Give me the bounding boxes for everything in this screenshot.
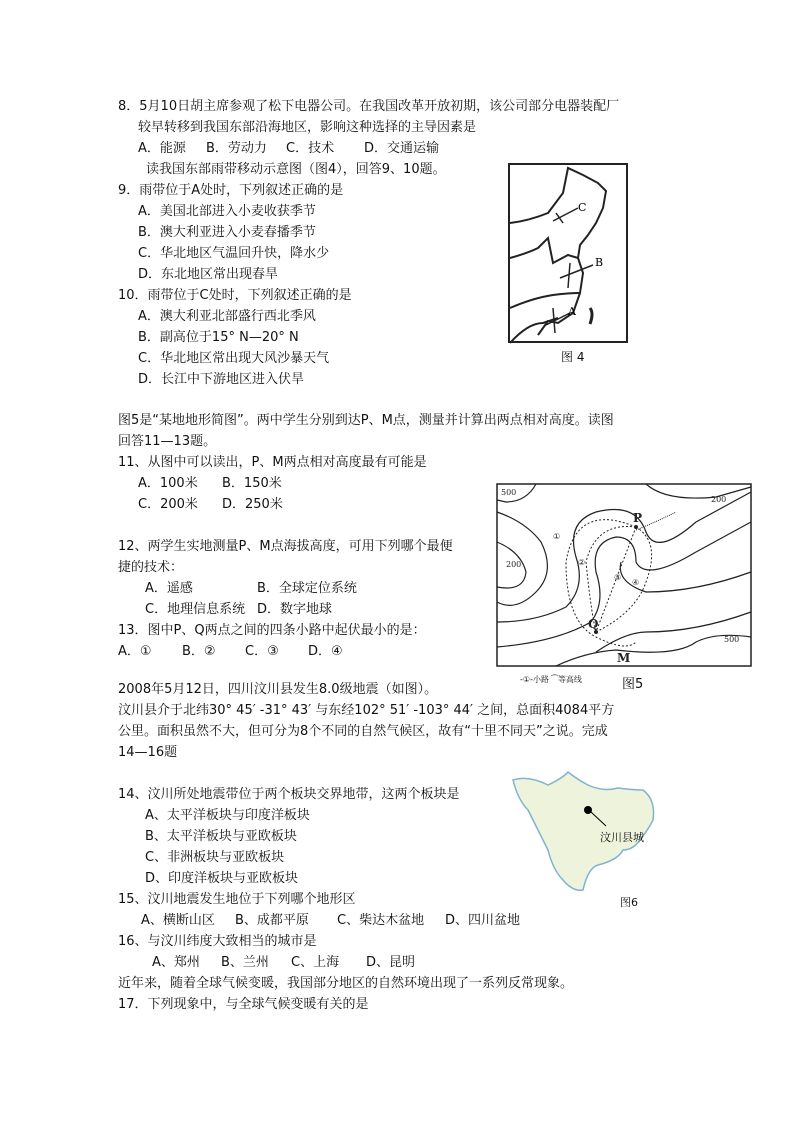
q10-option-b: B．副高位于15° N—20° N <box>138 330 299 345</box>
intro-11-13-line2: 回答11—13题。 <box>118 434 217 449</box>
q16-option-b: B、兰州 <box>221 955 269 970</box>
figure-5-caption: 图5 <box>622 677 644 692</box>
fig4-label-b: B <box>595 256 604 269</box>
q12-stem-cont: 捷的技术： <box>118 560 184 575</box>
q14-option-b: B、太平洋板块与亚欧板块 <box>145 829 297 844</box>
q15-option-c: C、柴达木盆地 <box>337 913 425 928</box>
figure-5-legend <box>520 674 582 685</box>
intro-14-16-line4: 14—16题 <box>118 745 178 760</box>
q10-option-c: C．华北地区常出现大风沙暴天气 <box>138 351 330 366</box>
contour-label: 500 <box>724 635 740 644</box>
q12-option-c: C．地理信息系统 <box>145 602 246 617</box>
legend-contour-icon: ⁀ <box>551 675 558 684</box>
q13-option-d: D．④ <box>308 644 343 659</box>
point-p-label: P <box>633 511 643 525</box>
q12-stem: 12、两学生实地测量P、M点海拔高度，可用下列哪个最便 <box>118 539 453 554</box>
contour-label: 200 <box>506 560 522 569</box>
q15-option-a: A、横断山区 <box>141 913 215 928</box>
q12-option-a: A．遥感 <box>145 581 193 596</box>
intro-14-16-line2: 汶川县介于北纬30° 45′ -31° 43′ 与东经102° 51′ -103° 44′ 之间，总面积4084平方 <box>118 703 615 718</box>
q10-stem: 10．雨带位于C处时，下列叙述正确的是 <box>118 288 352 303</box>
q11-options-row1 <box>138 474 282 494</box>
q9-stem: 9．雨带位于A处时，下列叙述正确的是 <box>118 183 344 198</box>
q9-option-d: D．东北地区常出现春旱 <box>138 267 279 282</box>
q16-option-a: A、郑州 <box>152 955 200 970</box>
fig4-label-c: C <box>578 201 587 214</box>
q15-option-d: D、四川盆地 <box>445 913 521 928</box>
contour-label: 500 <box>501 488 517 497</box>
point-q-label: Q <box>588 617 599 631</box>
point-m-label: M <box>617 651 631 665</box>
q13-option-c: C．③ <box>245 644 279 659</box>
figure-4-rainbelt-map <box>508 163 630 345</box>
q12-option-d: D．数字地球 <box>257 602 333 617</box>
q16-stem: 16、与汶川纬度大致相当的城市是 <box>118 934 317 949</box>
q8-stem: 8．5月10日胡主席参观了松下电器公司。在我国改革开放初期，该公司部分电器装配厂 <box>118 99 620 114</box>
path-label: ② <box>578 558 586 567</box>
q8-option-a: A．能源 <box>138 141 186 156</box>
q14-option-a: A、太平洋板块与印度洋板块 <box>145 808 310 823</box>
q11-option-d: D．250米 <box>222 497 283 512</box>
q13-stem: 13．图中P、Q两点之间的四条小路中起伏最小的是： <box>118 623 426 638</box>
q13-options <box>118 642 343 662</box>
wenchuan-label: 汶川县城 <box>600 831 644 844</box>
intro-9-10: 读我国东部雨带移动示意图（图4），回答9、10题。 <box>146 162 446 177</box>
q11-option-b: B．150米 <box>222 476 282 491</box>
q16-option-d: D、昆明 <box>366 955 416 970</box>
intro-14-16-line3: 公里。面积虽然不大，但可分为8个不同的自然气候区，故有“十里不同天”之说。完成 <box>118 724 608 739</box>
q8-option-d: D．交通运输 <box>364 141 440 156</box>
q8-option-b: B．劳动力 <box>206 141 267 156</box>
intro-11-13-line1: 图5是“某地地形简图”。两中学生分别到达P、M点，测量并计算出两点相对高度。读图 <box>118 413 614 428</box>
q13-option-b: B．② <box>182 644 216 659</box>
q8-options <box>138 139 439 159</box>
q11-stem: 11、从图中可以读出，P、M两点相对高度最有可能是 <box>118 455 427 470</box>
q14-option-d: D、印度洋板块与亚欧板块 <box>145 871 299 886</box>
wenchuan-marker <box>584 806 592 814</box>
q11-option-c: C．200米 <box>138 497 198 512</box>
q12-options-row1 <box>145 579 357 599</box>
q10-option-d: D．长江中下游地区进入伏旱 <box>138 372 305 387</box>
q11-option-a: A．100米 <box>138 476 198 491</box>
path-label: ④ <box>632 578 640 587</box>
q15-stem: 15、汶川地震发生地位于下列哪个地形区 <box>118 892 356 907</box>
q13-option-a: A．① <box>118 644 152 659</box>
q10-option-a: A．澳大利亚北部盛行西北季风 <box>138 309 316 324</box>
intro-17: 近年来，随着全球气候变暖，我国部分地区的自然环境出现了一系列反常现象。 <box>118 976 574 991</box>
q17-stem: 17．下列现象中，与全球气候变暖有关的是 <box>118 997 369 1012</box>
q15-options <box>141 911 520 931</box>
q8-stem-cont: 较早转移到我国东部沿海地区，影响这种选择的主导因素是 <box>138 120 477 135</box>
q8-option-c: C．技术 <box>286 141 335 156</box>
q9-option-a: A．美国北部进入小麦收获季节 <box>138 204 316 219</box>
q9-option-c: C．华北地区气温回升快，降水少 <box>138 246 330 261</box>
q16-options <box>152 953 415 973</box>
legend-contour: 等高线 <box>557 675 582 684</box>
fig4-label-a: A <box>568 305 576 318</box>
q16-option-c: C、上海 <box>291 955 340 970</box>
figure-6-caption: 图6 <box>620 896 638 909</box>
figure-4-caption: 图 4 <box>561 350 585 364</box>
q14-option-c: C、非洲板块与亚欧板块 <box>145 850 285 865</box>
intro-14-16-line1: 2008年5月12日，四川汶川县发生8.0级地震（如图）。 <box>118 682 438 697</box>
path-label: ③ <box>614 573 622 582</box>
legend-trail-icon: -①- <box>520 675 533 684</box>
q14-stem: 14、汶川所处地震带位于两个板块交界地带，这两个板块是 <box>118 787 460 802</box>
path-label: ① <box>553 532 561 541</box>
q9-option-b: B．澳大利亚进入小麦春播季节 <box>138 225 316 240</box>
q12-option-b: B．全球定位系统 <box>257 581 357 596</box>
contour-label: 200 <box>711 495 727 504</box>
q11-options-row2 <box>138 495 283 515</box>
figure-5-contour-map <box>496 482 754 668</box>
q12-options-row2 <box>145 600 332 620</box>
q15-option-b: B、成都平原 <box>235 913 309 928</box>
legend-trail: 小路 <box>532 675 549 684</box>
